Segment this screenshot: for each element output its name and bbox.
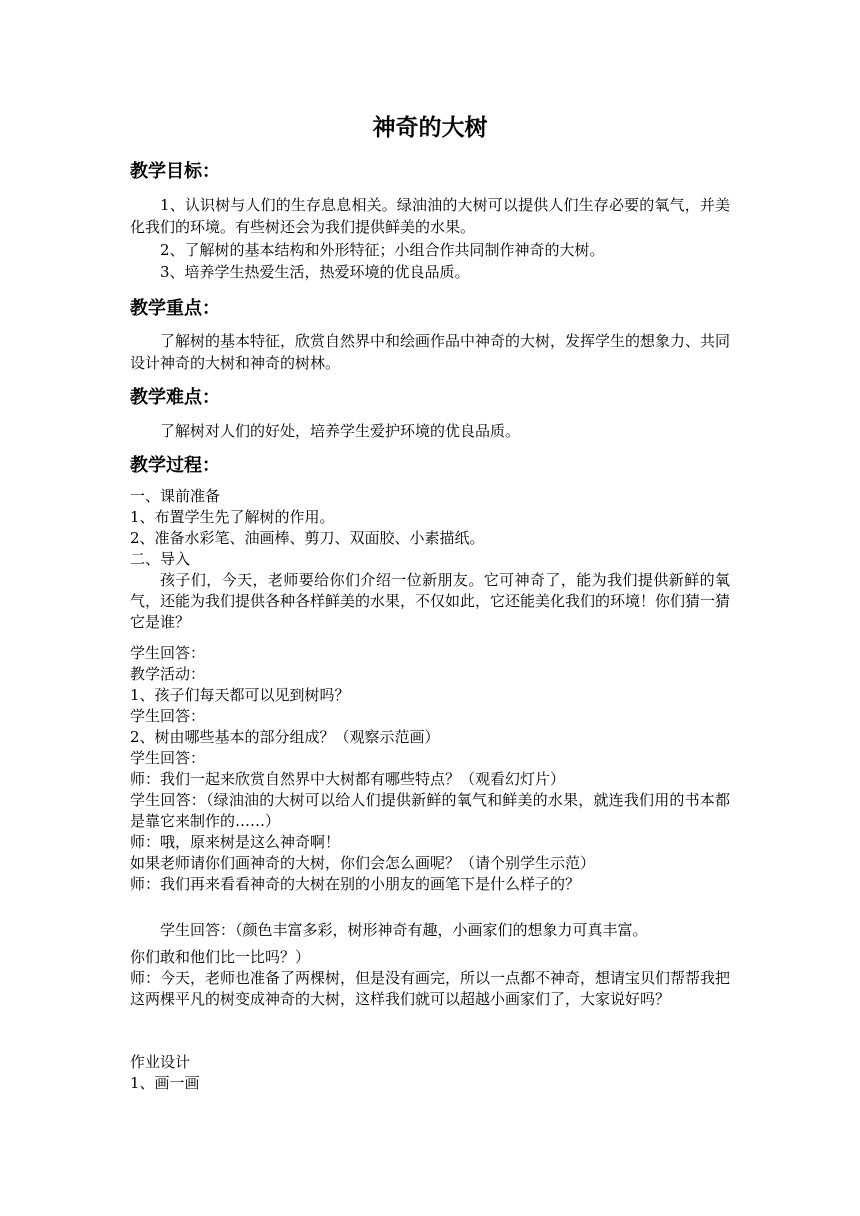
process-line: 2、准备水彩笔、油画棒、剪刀、双面胶、小素描纸。: [130, 529, 485, 547]
process-line: 如果老师请你们画神奇的大树，你们会怎么画呢？（请个别学生示范）: [130, 854, 596, 872]
process-line: 1、布置学生先了解树的作用。: [130, 508, 335, 526]
objectives-heading: 教学目标：: [130, 161, 220, 182]
student-answer-line: 学生回答：（颜色丰富多彩，树形神奇有趣，小画家们的想象力可真丰富。: [160, 921, 648, 939]
difficulties-text: 了解树对人们的好处，培养学生爱护环境的优良品质。: [160, 422, 521, 440]
process-line: 二、导入: [130, 550, 191, 568]
process-line: 师：哦，原来树是这么神奇啊！: [130, 833, 341, 851]
key-points-text: 了解树的基本特征，欣赏自然界中和绘画作品中神奇的大树，发挥学生的想象力、共同设计神奇的大树和神奇的树林。: [130, 332, 731, 372]
process-line: 学生回答：: [130, 749, 206, 767]
teacher-paragraph: 师：今天，老师也准备了两棵树，但是没有画完，所以一点都不神奇，想请宝贝们帮帮我把这两棵平凡的树变成神奇的大树，这样我们就可以超越小画家们了，大家说好吗？: [130, 969, 731, 1008]
intro-paragraph: 孩子们，今天，老师要给你们介绍一位新朋友。它可神奇了，能为我们提供新鲜的氧气，还能为我们提供各种各样鲜美的水果，不仅如此，它还能美化我们的环境！你们猜一猜它是谁？: [130, 571, 731, 631]
objective-item: 1、认识树与人们的生存息息相关。绿油油的大树可以提供人们生存必要的氧气，并美化我们的环境。有些树还会为我们提供鲜美的水果。: [130, 196, 730, 236]
process-line: 1、孩子们每天都可以见到树吗？: [130, 686, 350, 704]
process-line: 师：我们一起来欣赏自然界中大树都有哪些特点？（观看幻灯片）: [130, 770, 566, 788]
process-line: 学生回答：: [130, 644, 206, 662]
student-answer-paragraph: 学生回答：（绿油油的大树可以给人们提供新鲜的氧气和鲜美的水果，就连我们用的书本都是靠它来制作的……）: [130, 791, 730, 830]
process-line: 教学活动：: [130, 665, 206, 683]
objective-item: 2、了解树的基本结构和外形特征；小组合作共同制作神奇的大树。: [160, 241, 605, 259]
objective-item: 3、培养学生热爱生活，热爱环境的优良品质。: [160, 263, 470, 281]
process-line: 一、课前准备: [130, 487, 221, 505]
student-answer-line: 你们敢和他们比一比吗？）: [130, 948, 311, 966]
process-line: 1、画一画: [130, 1074, 200, 1092]
process-heading: 教学过程：: [130, 455, 220, 476]
process-line: 作业设计: [130, 1053, 191, 1071]
process-line: 学生回答：: [130, 707, 206, 725]
difficulties-heading: 教学难点：: [130, 387, 220, 408]
process-line: 师：我们再来看看神奇的大树在别的小朋友的画笔下是什么样子的？: [130, 875, 581, 893]
process-line: 2、树由哪些基本的部分组成？（观察示范画）: [130, 728, 440, 746]
key-points-heading: 教学重点：: [130, 298, 220, 319]
document-title: 神奇的大树: [372, 115, 488, 141]
